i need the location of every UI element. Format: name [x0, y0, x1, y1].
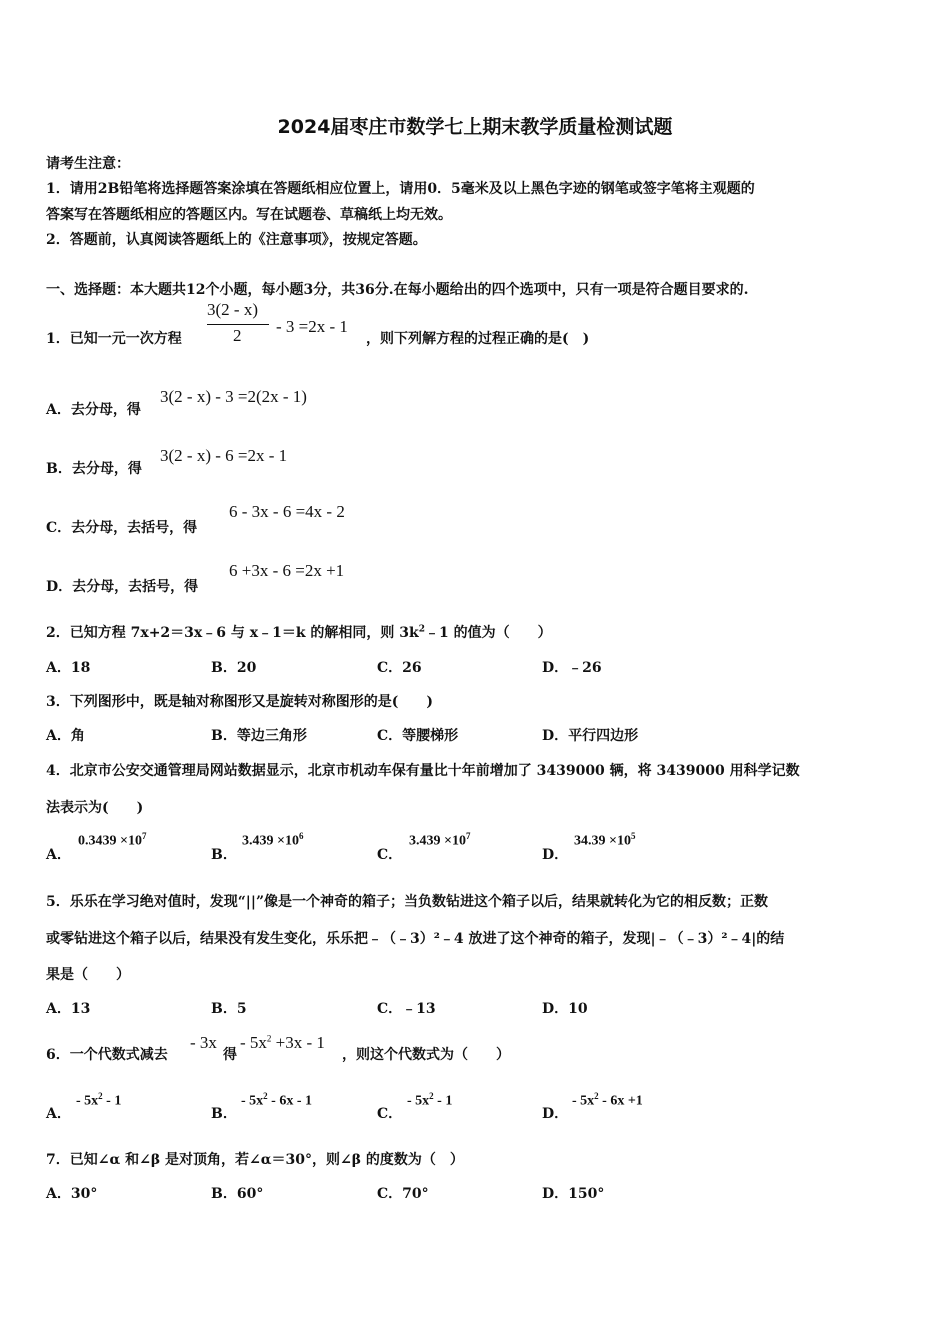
q6-option-d-b: - 6x +1	[598, 1093, 643, 1109]
q5-line-3: 果是（ ）	[46, 967, 130, 983]
q4-option-c-base: 3.439 ×10	[409, 833, 466, 849]
q1-fraction-denominator: 2	[233, 326, 242, 345]
q1-option-a-math: 3(2 - x) - 3 =2(2x - 1)	[160, 387, 307, 406]
q6-option-c-sup: 2	[429, 1091, 434, 1101]
q3-option-c: C．等腰梯形	[377, 728, 459, 744]
notice-line-1: 1．请用2B铅笔将选择题答案涂填在答题纸相应位置上，请用0．5毫米及以上黑色字迹的钢笔或签字笔将主观题的	[46, 181, 755, 197]
q7-stem: 7．已知∠α 和∠β 是对顶角，若∠α＝30°，则∠β 的度数为（ ）	[46, 1152, 464, 1168]
q1-suffix: ，则下列解方程的过程正确的是( )	[366, 331, 590, 347]
q4-option-c-label: C．	[377, 847, 403, 863]
notice-heading: 请考生注意：	[46, 156, 130, 172]
q1-equation-rest: - 3 =2x - 1	[276, 317, 348, 336]
q6-option-c-math	[407, 1091, 452, 1110]
q1-option-b-label: B．去分母，得	[46, 461, 142, 477]
q6-option-a-sup: 2	[98, 1091, 103, 1101]
q6-option-a-a: - 5x	[76, 1093, 99, 1109]
q1-option-d-math: 6 +3x - 6 =2x +1	[229, 561, 345, 580]
q4-option-a-base: 0.3439 ×10	[78, 833, 142, 849]
q1-option-a-label: A．去分母，得	[46, 402, 141, 418]
q3-option-a: A．角	[46, 728, 85, 744]
q6-prefix: 6．一个代数式减去	[46, 1047, 168, 1063]
q4-option-b-label: B．	[211, 847, 237, 863]
q6-option-a-label: A．	[46, 1106, 71, 1122]
q6-option-c-b: - 1	[433, 1093, 453, 1109]
q6-option-d-sup: 2	[594, 1091, 599, 1101]
q6-option-d-math	[572, 1091, 643, 1110]
q1-option-b-math: 3(2 - x) - 6 =2x - 1	[160, 446, 288, 465]
q2-stem-b: ﹣1 的值为（ ）	[425, 625, 552, 641]
q3-option-b: B．等边三角形	[211, 728, 307, 744]
q4-option-d-math	[574, 831, 635, 850]
q2-option-c: C．26	[377, 660, 422, 676]
q4-option-d-base: 34.39 ×10	[574, 833, 631, 849]
q4-option-b-math	[242, 831, 303, 850]
q4-option-d-label: D．	[542, 847, 569, 863]
q6-option-a-math	[76, 1091, 121, 1110]
q6-option-a-b: - 1	[102, 1093, 122, 1109]
q6-math-2	[240, 1033, 325, 1053]
q2-stem-sup: 2	[418, 624, 425, 635]
q2-stem-a: 2．已知方程 7x+2＝3x﹣6 与 x﹣1＝k 的解相同，则 3k	[46, 625, 419, 641]
q6-option-d-a: - 5x	[572, 1093, 595, 1109]
q6-option-b-math	[241, 1091, 312, 1110]
q1-prefix: 1．已知一元一次方程	[46, 331, 182, 347]
q6-option-b-b: - 6x - 1	[267, 1093, 312, 1109]
q4-option-a-label: A．	[46, 847, 71, 863]
q4-option-b-exp: 6	[298, 831, 304, 841]
q7-option-b: B．60°	[211, 1186, 264, 1202]
q6-math-2-a: - 5x	[240, 1033, 267, 1052]
q1-option-c-label: C．去分母，去括号，得	[46, 520, 198, 536]
q5-option-c: C．﹣13	[377, 1001, 436, 1017]
q7-option-c: C．70°	[377, 1186, 429, 1202]
q6-option-c-a: - 5x	[407, 1093, 430, 1109]
q7-option-d: D．150°	[542, 1186, 605, 1202]
q5-option-a: A．13	[46, 1001, 91, 1017]
q4-option-b-base: 3.439 ×10	[242, 833, 299, 849]
q6-option-b-label: B．	[211, 1106, 237, 1122]
q4-line-1: 4．北京市公安交通管理局网站数据显示，北京市机动车保有量比十年前增加了 3439000 辆，将 3439000 用科学记数	[46, 763, 800, 779]
q6-option-d-label: D．	[542, 1106, 569, 1122]
section-heading: 一、选择题：本大题共12个小题，每小题3分，共36分.在每小题给出的四个选项中，只有一项是符合题目要求的.	[46, 282, 749, 298]
q1-option-c-math: 6 - 3x - 6 =4x - 2	[229, 502, 345, 521]
q4-option-c-exp: 7	[465, 831, 471, 841]
q4-option-a-math	[78, 831, 146, 850]
q2-option-b: B．20	[211, 660, 257, 676]
q6-math-1: - 3x	[190, 1033, 217, 1052]
notice-line-2: 答案写在答题纸相应的答题区内。写在试题卷、草稿纸上均无效。	[46, 207, 452, 223]
q1-fraction-bar	[207, 324, 269, 325]
q6-math-2-sup: 2	[266, 1033, 272, 1044]
q3-stem: 3．下列图形中，既是轴对称图形又是旋转对称图形的是( )	[46, 694, 433, 710]
q2-option-a: A．18	[46, 660, 91, 676]
q2-option-d: D．﹣26	[542, 660, 602, 676]
q7-option-a: A．30°	[46, 1186, 98, 1202]
q4-option-c-math	[409, 831, 470, 850]
q1-option-d-label: D．去分母，去括号，得	[46, 579, 199, 595]
q5-line-1: 5．乐乐在学习绝对值时，发现“||”像是一个神奇的箱子；当负数钻进这个箱子以后，结果就转化为它的相反数；正数	[46, 894, 769, 910]
q5-line-2: 或零钻进这个箱子以后，结果没有发生变化，乐乐把﹣（﹣3）²﹣4 放进了这个神奇的箱子，发现|﹣（﹣3）²﹣4|的结	[46, 931, 785, 947]
exam-title: 2024届枣庄市数学七上期末教学质量检测试题	[277, 116, 673, 138]
q2-stem	[46, 622, 552, 642]
q3-option-d: D．平行四边形	[542, 728, 639, 744]
q5-option-b: B．5	[211, 1001, 247, 1017]
q6-suffix: ，则这个代数式为（ ）	[342, 1047, 510, 1063]
q6-option-b-sup: 2	[263, 1091, 268, 1101]
q1-fraction-numerator: 3(2 - x)	[207, 300, 258, 319]
q6-mid: 得	[223, 1047, 237, 1063]
q6-math-2-b: +3x - 1	[271, 1033, 325, 1052]
q4-option-a-exp: 7	[141, 831, 147, 841]
notice-line-3: 2．答题前，认真阅读答题纸上的《注意事项》，按规定答题。	[46, 232, 427, 248]
q6-option-c-label: C．	[377, 1106, 403, 1122]
q4-line-2: 法表示为( )	[46, 800, 144, 816]
q4-option-d-exp: 5	[630, 831, 636, 841]
q5-option-d: D．10	[542, 1001, 588, 1017]
q1-fraction	[207, 300, 271, 350]
q6-option-b-a: - 5x	[241, 1093, 264, 1109]
